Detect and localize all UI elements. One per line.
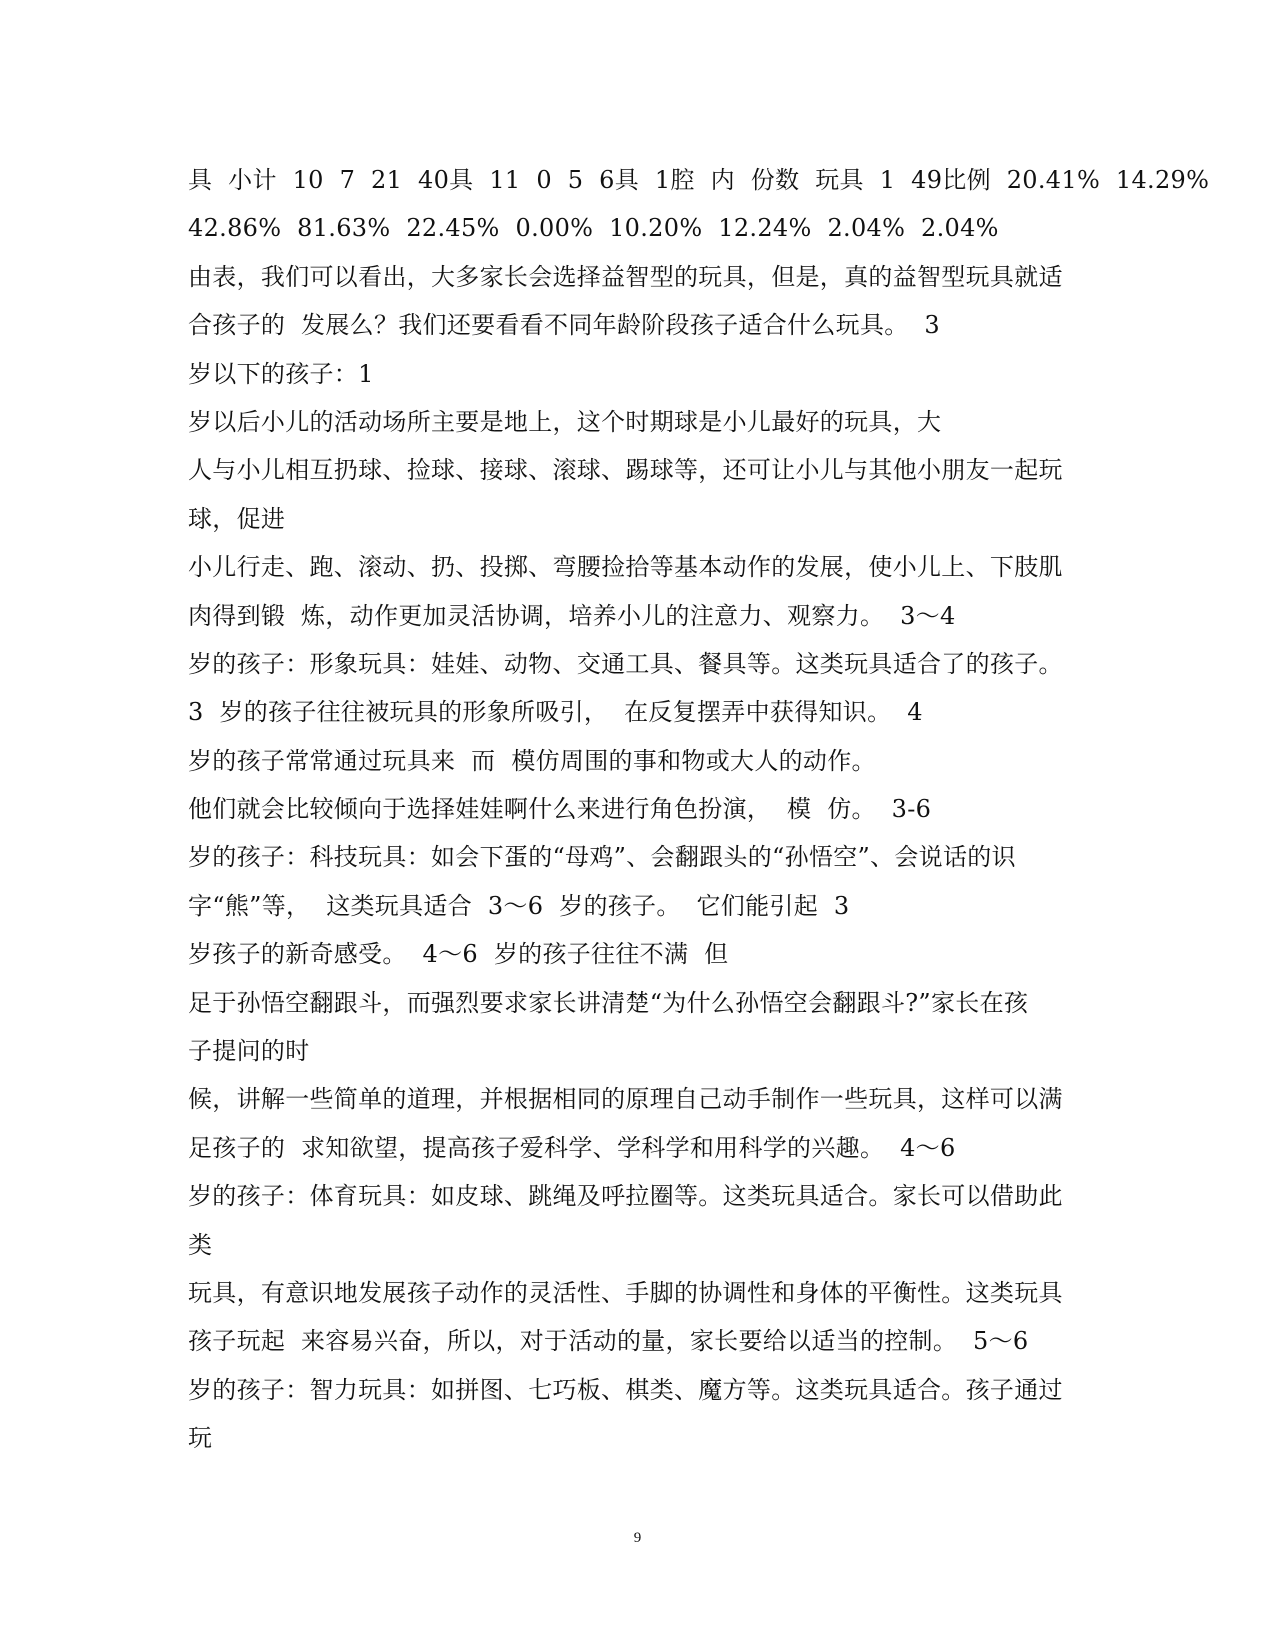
- text-line: 孩子玩起 来容易兴奋，所以，对于活动的量，家长要给以适当的控制。 5～6: [188, 1327, 1029, 1356]
- text-line: 岁的孩子：科技玩具：如会下蛋的“母鸡”、会翻跟头的“孙悟空”、会说话的识: [188, 843, 1016, 872]
- text-line: 3 岁的孩子往往被玩具的形象所吸引， 在反复摆弄中获得知识。 4: [188, 698, 923, 727]
- text-line: 由表，我们可以看出，大多家长会选择益智型的玩具，但是，真的益智型玩具就适: [188, 262, 1063, 291]
- text-line: 岁的孩子：形象玩具：娃娃、动物、交通工具、餐具等。这类玩具适合了的孩子。: [188, 649, 1063, 678]
- text-line: 子提问的时: [188, 1037, 310, 1066]
- text-line: 岁以下的孩子：1: [188, 359, 374, 388]
- text-line: 字“熊”等， 这类玩具适合 3～6 岁的孩子。 它们能引起 3: [188, 891, 850, 920]
- text-line: 他们就会比较倾向于选择娃娃啊什么来进行角色扮演， 模 仿。 3-6: [188, 795, 932, 824]
- text-line: 具 小计 10 7 21 40具 11 0 5 6具 1腔 内 份数 玩具 1 49比例 20.41% 14.29%: [188, 166, 1210, 194]
- body-text: [188, 156, 1210, 1463]
- text-line: 岁的孩子：体育玩具：如皮球、跳绳及呼拉圈等。这类玩具适合。家长可以借助此: [188, 1182, 1063, 1211]
- text-line: 岁孩子的新奇感受。 4～6 岁的孩子往往不满 但: [188, 940, 729, 969]
- text-line: 球，促进: [188, 504, 286, 533]
- text-line: 候，讲解一些简单的道理，并根据相同的原理自己动手制作一些玩具，这样可以满: [188, 1085, 1063, 1114]
- text-line: 类: [188, 1230, 213, 1259]
- text-line: 合孩子的 发展么？我们还要看看不同年龄阶段孩子适合什么玩具。 3: [188, 311, 940, 340]
- text-line: 岁以后小儿的活动场所主要是地上，这个时期球是小儿最好的玩具，大: [188, 407, 942, 436]
- text-line: 足于孙悟空翻跟斗，而强烈要求家长讲清楚“为什么孙悟空会翻跟斗?”家长在孩: [188, 988, 1029, 1017]
- text-line: 岁的孩子常常通过玩具来 而 模仿周围的事和物或大人的动作。: [188, 746, 876, 775]
- page-number: 9: [633, 1530, 642, 1546]
- text-line: 玩: [188, 1424, 213, 1453]
- text-line: 岁的孩子：智力玩具：如拼图、七巧板、棋类、魔方等。这类玩具适合。孩子通过: [188, 1375, 1063, 1404]
- text-line: 小儿行走、跑、滚动、扔、投掷、弯腰捡拾等基本动作的发展，使小儿上、下肢肌: [188, 553, 1063, 582]
- text-line: 足孩子的 求知欲望，提高孩子爱科学、学科学和用科学的兴趣。 4～6: [188, 1133, 956, 1162]
- text-line: 玩具，有意识地发展孩子动作的灵活性、手脚的协调性和身体的平衡性。这类玩具: [188, 1278, 1063, 1307]
- text-line: 肉得到锻 炼，动作更加灵活协调，培养小儿的注意力、观察力。 3～4: [188, 601, 956, 630]
- text-line: 42.86% 81.63% 22.45% 0.00% 10.20% 12.24% 2.04% 2.04%: [188, 214, 999, 243]
- text-line: 人与小儿相互扔球、捡球、接球、滚球、踢球等，还可让小儿与其他小朋友一起玩: [188, 456, 1063, 485]
